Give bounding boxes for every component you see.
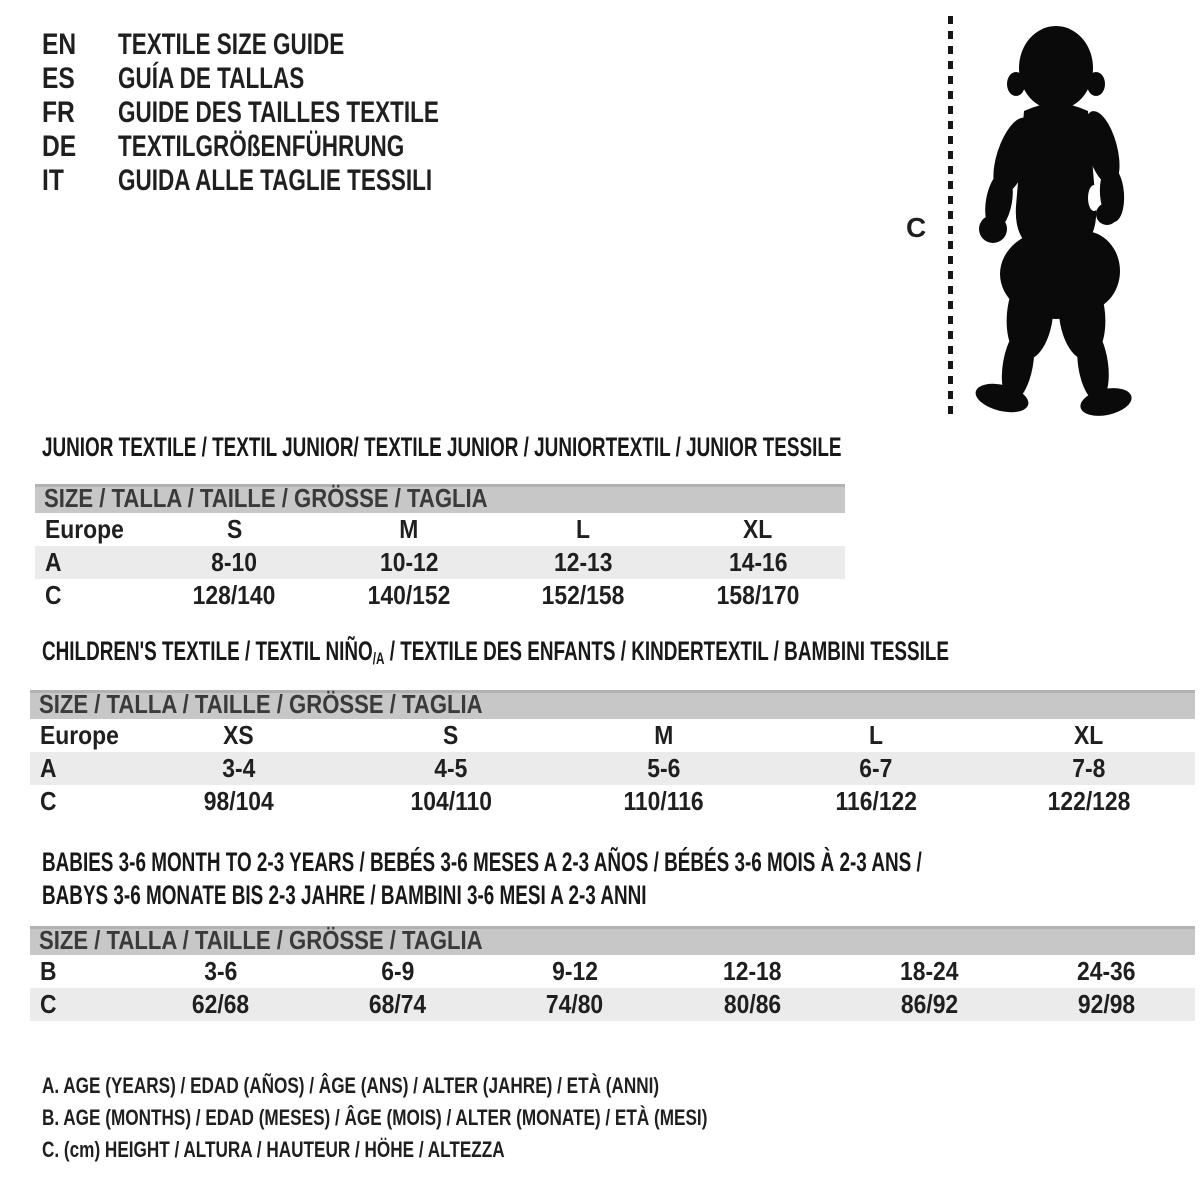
height-cell: 158/170	[716, 580, 800, 610]
guide-title: TEXTILGRÖßENFÜHRUNG	[118, 130, 405, 163]
guide-title: TEXTILE SIZE GUIDE	[118, 28, 345, 61]
lang-row-fr	[42, 96, 546, 130]
lang-code: DE	[42, 130, 77, 163]
age-cell: 4-5	[434, 753, 468, 783]
age-cell: 14-16	[728, 547, 788, 577]
table-row	[30, 785, 1195, 818]
size-cell: XS	[223, 720, 254, 750]
row-label: A	[45, 547, 62, 577]
lang-code: FR	[42, 96, 75, 129]
age-cell: 6-7	[859, 753, 893, 783]
table-row	[35, 513, 845, 546]
junior-size-header-bar: SIZE / TALLA / TAILLE / GRÖSSE / TAGLIA	[35, 484, 845, 513]
lang-row-de	[42, 130, 546, 164]
age-months-cell: 24-36	[1077, 956, 1136, 986]
size-cell: S	[226, 514, 242, 544]
height-cell: 152/158	[541, 580, 625, 610]
children-size-header-bar: SIZE / TALLA / TAILLE / GRÖSSE / TAGLIA	[30, 690, 1195, 719]
size-cell: L	[869, 720, 884, 750]
language-title-list	[42, 28, 546, 198]
age-cell: 7-8	[1072, 753, 1106, 783]
size-cell: XL	[1074, 720, 1104, 750]
row-label: B	[40, 956, 57, 986]
row-label: C	[40, 989, 57, 1019]
table-row	[30, 988, 1195, 1021]
age-cell: 10-12	[379, 547, 439, 577]
height-cell: 74/80	[546, 989, 604, 1019]
age-months-cell: 12-18	[722, 956, 782, 986]
legend-line-b: B. AGE (MONTHS) / EDAD (MESES) / ÂGE (MOIS) / ALTER (MONATE) / ETÀ (MESI)	[42, 1105, 708, 1130]
age-months-cell: 9-12	[552, 956, 598, 986]
height-cell: 104/110	[410, 786, 492, 816]
table-row	[30, 955, 1195, 988]
size-cell: L	[576, 514, 591, 544]
height-cell: 68/74	[369, 989, 427, 1019]
age-cell: 5-6	[646, 753, 681, 783]
lang-code: ES	[42, 62, 75, 95]
legend-line-a: A. AGE (YEARS) / EDAD (AÑOS) / ÂGE (ANS) / ALTER (JAHRE) / ETÀ (ANNI)	[42, 1073, 660, 1098]
guide-title: GUÍA DE TALLAS	[118, 62, 305, 95]
height-cell: 140/152	[367, 580, 451, 610]
age-cell: 3-4	[221, 753, 255, 783]
guide-title: GUIDE DES TAILLES TEXTILE	[118, 96, 439, 129]
height-cell: 116/122	[835, 786, 917, 816]
row-label: A	[40, 753, 57, 783]
junior-section-heading: JUNIOR TEXTILE / TEXTIL JUNIOR/ TEXTILE JUNIOR / JUNIORTEXTIL / JUNIOR TESSILE	[42, 432, 842, 462]
legend-line-c: C. (cm) HEIGHT / ALTURA / HAUTEUR / HÖHE / ALTEZZA	[42, 1137, 505, 1162]
children-size-table	[30, 690, 1195, 818]
babies-section-heading: BABIES 3-6 MONTH TO 2-3 YEARS / BEBÉS 3-6 MESES A 2-3 AÑOS / BÉBÉS 3-6 MOIS À 2-3 ANS / BABYS 3-6 MONATE BIS 2-3 JAHRE / BAMBINI 3-6 MESI A 2-3 ANNI	[42, 847, 922, 910]
height-cell: 86/92	[900, 989, 958, 1019]
lang-row-es	[42, 62, 546, 96]
age-months-cell: 3-6	[204, 956, 238, 986]
lang-code: EN	[42, 28, 77, 61]
measure-legend	[42, 1070, 895, 1166]
row-label: C	[45, 580, 62, 610]
table-row	[30, 719, 1195, 752]
row-label: C	[40, 786, 57, 816]
height-cell: 110/116	[623, 786, 704, 816]
height-cell: 92/98	[1077, 989, 1136, 1019]
height-cell: 98/104	[203, 786, 274, 816]
row-label: Europe	[45, 514, 124, 544]
height-measure-dotted-line	[948, 16, 953, 418]
height-cell: 128/140	[192, 580, 276, 610]
size-cell: M	[399, 514, 419, 544]
age-cell: 12-13	[553, 547, 613, 577]
size-cell: XL	[743, 514, 773, 544]
age-months-cell: 18-24	[900, 956, 959, 986]
height-cell: 80/86	[723, 989, 781, 1019]
lang-row-en	[42, 28, 546, 62]
table-row	[35, 546, 845, 579]
row-label: Europe	[40, 720, 119, 750]
table-row	[30, 752, 1195, 785]
size-cell: M	[653, 720, 674, 750]
size-cell: S	[443, 720, 459, 750]
age-months-cell: 6-9	[381, 956, 415, 986]
lang-code: IT	[42, 164, 64, 197]
lang-row-it	[42, 164, 546, 198]
table-row	[35, 579, 845, 612]
babies-size-header-bar: SIZE / TALLA / TAILLE / GRÖSSE / TAGLIA	[30, 926, 1195, 955]
guide-title: GUIDA ALLE TAGLIE TESSILI	[118, 164, 433, 197]
height-measure-label: C	[906, 212, 927, 243]
babies-size-table	[30, 926, 1195, 1021]
toddler-silhouette-icon	[966, 16, 1142, 420]
junior-size-table	[35, 484, 845, 612]
nino-a-subscript: /A	[372, 649, 385, 669]
height-cell: 62/68	[191, 989, 250, 1019]
children-section-heading: CHILDREN'S TEXTILE / TEXTIL NIÑO/A / TEXTILE DES ENFANTS / KINDERTEXTIL / BAMBINI TESSILE	[42, 636, 950, 669]
age-cell: 8-10	[211, 547, 258, 577]
height-cell: 122/128	[1047, 786, 1131, 816]
